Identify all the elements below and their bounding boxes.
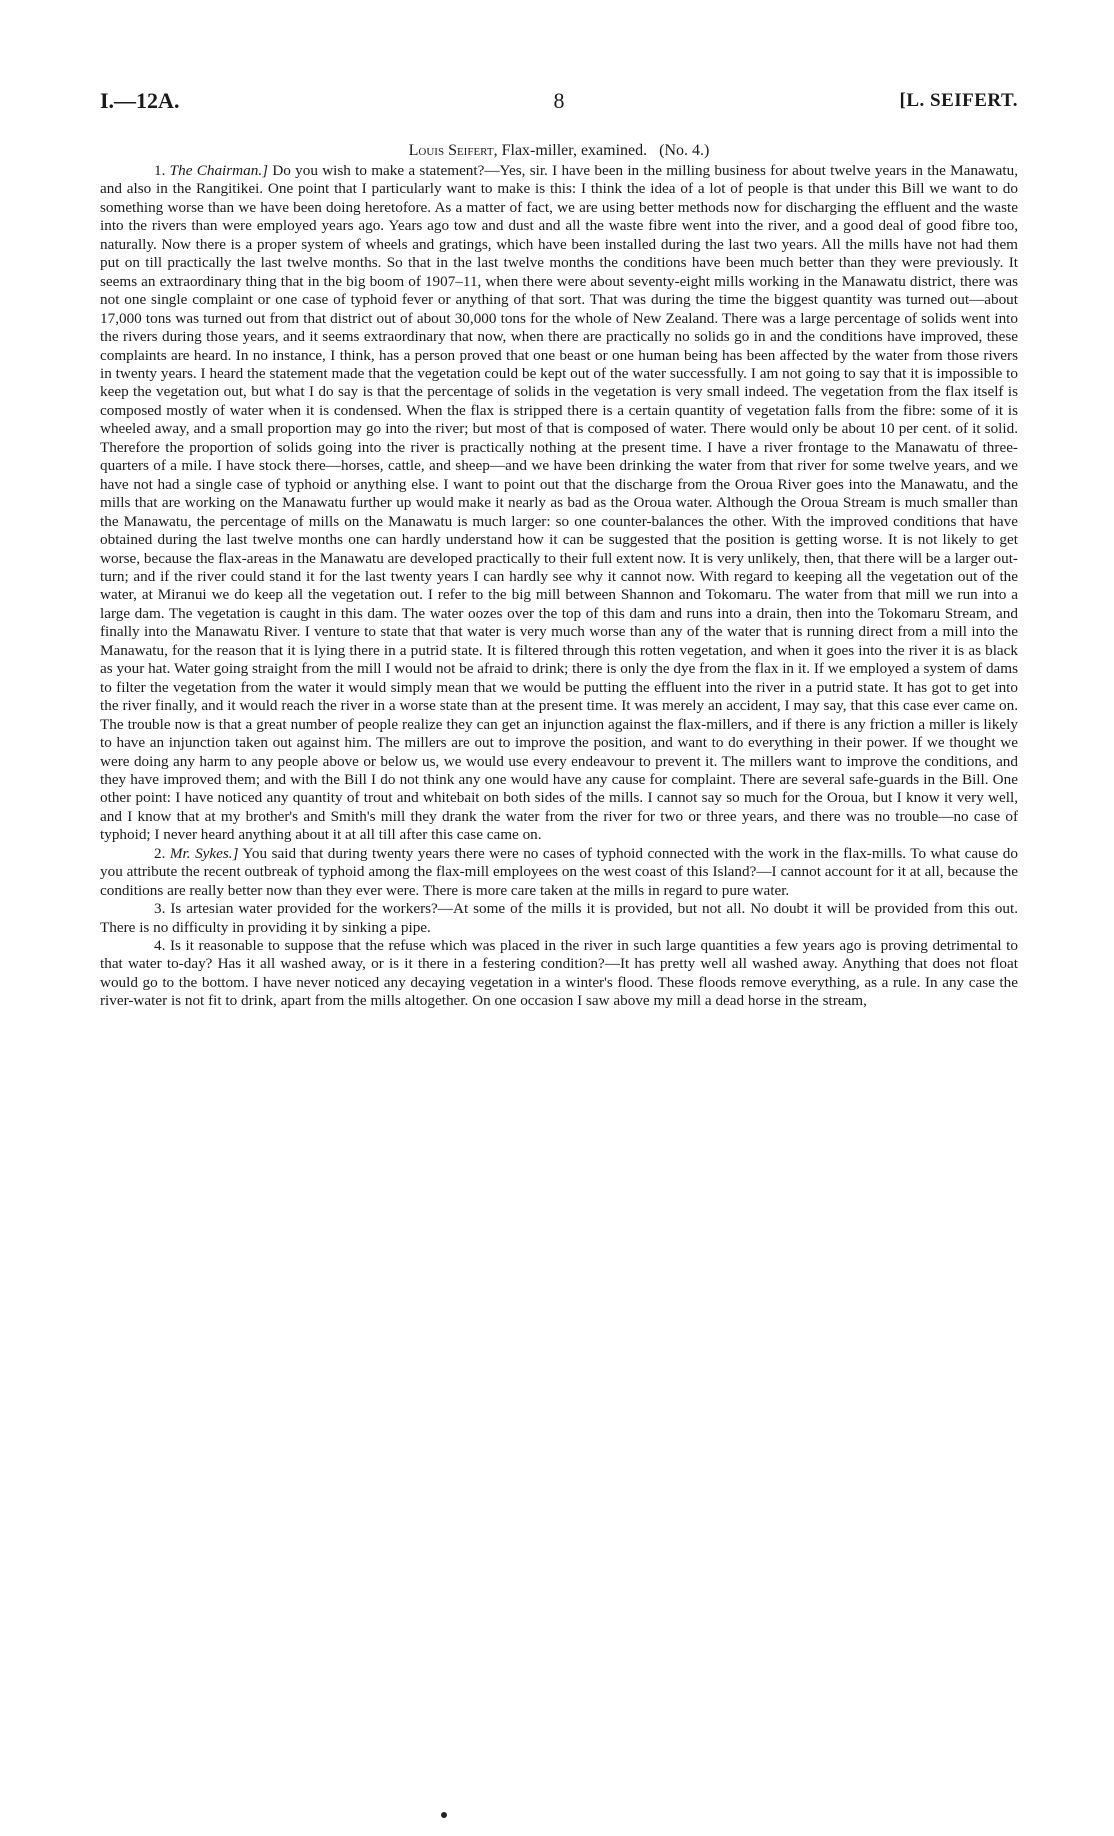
ink-dot-mark: [441, 1812, 447, 1818]
paragraph-text: Is it reasonable to suppose that the refuse which was placed in the river in such large quantities a few years ago is proving detrimental to that water to-day? Has it all washed away, or is it there in a festering condition?—It has pretty well all washed away. Anything that does not float would go to the bottom. I have never noticed any decaying vegetation in a winter's flood. These floods remove everything, as a rule. In any case the river-water is not fit to drink, apart from the mills altogether. On one occasion I saw above my mill a dead horse in the stream,: [100, 937, 1018, 1010]
question-number: 4.: [154, 937, 166, 955]
witness-name: Louis Seifert: [408, 142, 494, 159]
evidence-body: [100, 162, 1018, 1011]
question-number: 2.: [154, 844, 166, 862]
question-number: 3.: [154, 900, 166, 918]
witness-running-head: [L. SEIFERT.: [899, 90, 1018, 111]
evidence-paragraph-4: [100, 937, 1018, 1011]
witness-description: , Flax-miller, examined.: [493, 142, 648, 159]
speaker-name: The Chairman.]: [169, 162, 269, 179]
evidence-paragraph-3: [100, 900, 1018, 937]
evidence-paragraph-1: [100, 162, 1018, 845]
parliamentary-paper-reference: I.—12A.: [100, 88, 180, 113]
paragraph-text: Do you wish to make a statement?—Yes, sir. I have been in the milling business for about twelve years in the Manawatu, and also in the Rangitikei. One point that I particularly want to make is this: I think the idea of a lot of people is that under this Bill we want to do something worse than we have been doing heretofore. As a matter of fact, we are using better methods now for discharging the effluent and the waste into the rivers than were employed years ago. Years ago tow and dust and all the waste fibre went into the river, and a good deal of good fibre too, naturally. Now there is a proper system of wheels and gratings, which have been installed during the last two years. All the mills have not had them put on till practically the last twelve months. So that in the last twelve months the conditions have been much better than they were previously. It seems an extraordinary thing that in the big boom of 1907–11, when there were about seventy-eight mills working in the Manawatu district, there was not one single complaint or one case of typhoid fever or anything of that sort. That was during the time the biggest quantity was turned out—about 17,000 tons was turned out from that district out of about 30,000 tons for the whole of New Zealand. There was a large percentage of solids went into the rivers during those years, and it seems extraordinary that now, when there are practically no solids go in and the conditions have improved, these complaints are heard. In no instance, I think, has a person proved that one beast or one human being has been affected by the water from those rivers in twenty years. I heard the statement made that the vegetation could be kept out of the water successfully. I am not going to say that it is impossible to keep the vegetation out, but what I do say is that the percentage of solids in the vegetation is very small indeed. The vegetation from the flax itself is composed mostly of water when it is condensed. When the flax is stripped there is a certain quantity of vegetation falls from the fibre: some of it is wheeled away, and a small proportion may go into the river; but most of that is composed of water. There would only be about 10 per cent. of it solid. Therefore the proportion of solids going into the river is practically nothing at the present time. I have a river frontage to the Manawatu of three-quarters of a mile. I have stock there—horses, cattle, and sheep—and we have been drinking the water from that river for some twelve years, and we have not had a single case of typhoid or anything else. I want to point out that the discharge from the Oroua River goes into the Manawatu, and the mills that are working on the Manawatu further up would make it nearly as bad as the Oroua water. Although the Oroua Stream is much smaller than the Manawatu, the percentage of mills on the Manawatu is much larger: so one counter-balances the other. With the improved conditions that have obtained during the last twelve months one can hardly understand how it can be suggested that the position is getting worse. It is not likely to get worse, because the flax-areas in the Manawatu are developed practically to their full extent now. It is very unlikely, then, that there will be a larger out-turn; and if the river could stand it for the last twenty years I can hardly see why it cannot now. With regard to keeping all the vegetation out of the water, at Miranui we do keep all the vegetation out. I refer to the big mill between Shannon and Tokomaru. The water from that mill we run into a large dam. The vegetation is caught in this dam. The water oozes over the top of this dam and runs into a drain, then into the Tokomaru Stream, and finally into the Manawatu River. I venture to state that that water is very much worse than any of the water that is running direct from a mill into the Manawatu, for the reason that it is lying there in a putrid state. It is filtered through this rotten vegetation, and when it goes into the river it is as black as your hat. Water going straight from the mill I would not be afraid to drink; there is only the dye from the flax in it. If we employed a system of dams to filter the vegetation from the water it would simply mean that we would be putting the effluent into the river in a putrid state. It has got to get into the river finally, and it would reach the river in a worse state than at the present time. It was merely an accident, I may say, that this case ever came on. The trouble now is that a great number of people realize they can get an injunction against the flax-millers, and if there is any friction a miller is likely to have an injunction taken out against him. The millers are out to improve the position, and want to do everything in their power. If we thought we were doing any harm to any people above or below us, we would use every endeavour to prevent it. The millers want to improve the conditions, and they have improved them; and with the Bill I do not think any one would have any cause for complaint. There are several safe-guards in the Bill. One other point: I have noticed any quantity of trout and whitebait on both sides of the mills. I cannot say so much for the Oroua, but I know it very well, and I know that at my brother's and Smith's mill they drank the water from the river for two or three years, and there was no trouble—no case of typhoid; I never heard anything about it at all till after this case came on.: [100, 162, 1019, 844]
page-header: [100, 88, 1018, 118]
page-number: 8: [553, 88, 565, 113]
question-number: 1.: [154, 162, 166, 179]
witness-number: (No. 4.): [659, 142, 710, 159]
speaker-name: Mr. Sykes.]: [169, 844, 239, 862]
paragraph-text: Is artesian water provided for the workers?—At some of the mills it is provided, but not all. No doubt it will be provided from this out. There is no difficulty in providing it by sinking a pipe.: [100, 900, 1018, 936]
evidence-paragraph-2: [100, 845, 1018, 900]
paragraph-text: You said that during twenty years there were no cases of typhoid connected with the work in the flax-mills. To what cause do you attribute the recent outbreak of typhoid among the flax-mill employees on the west coast of this Island?—I cannot account for it at all, because the conditions are really better now than they ever were. There is more care taken at the mills in regard to pure water.: [100, 844, 1018, 899]
witness-heading: [100, 141, 1018, 161]
